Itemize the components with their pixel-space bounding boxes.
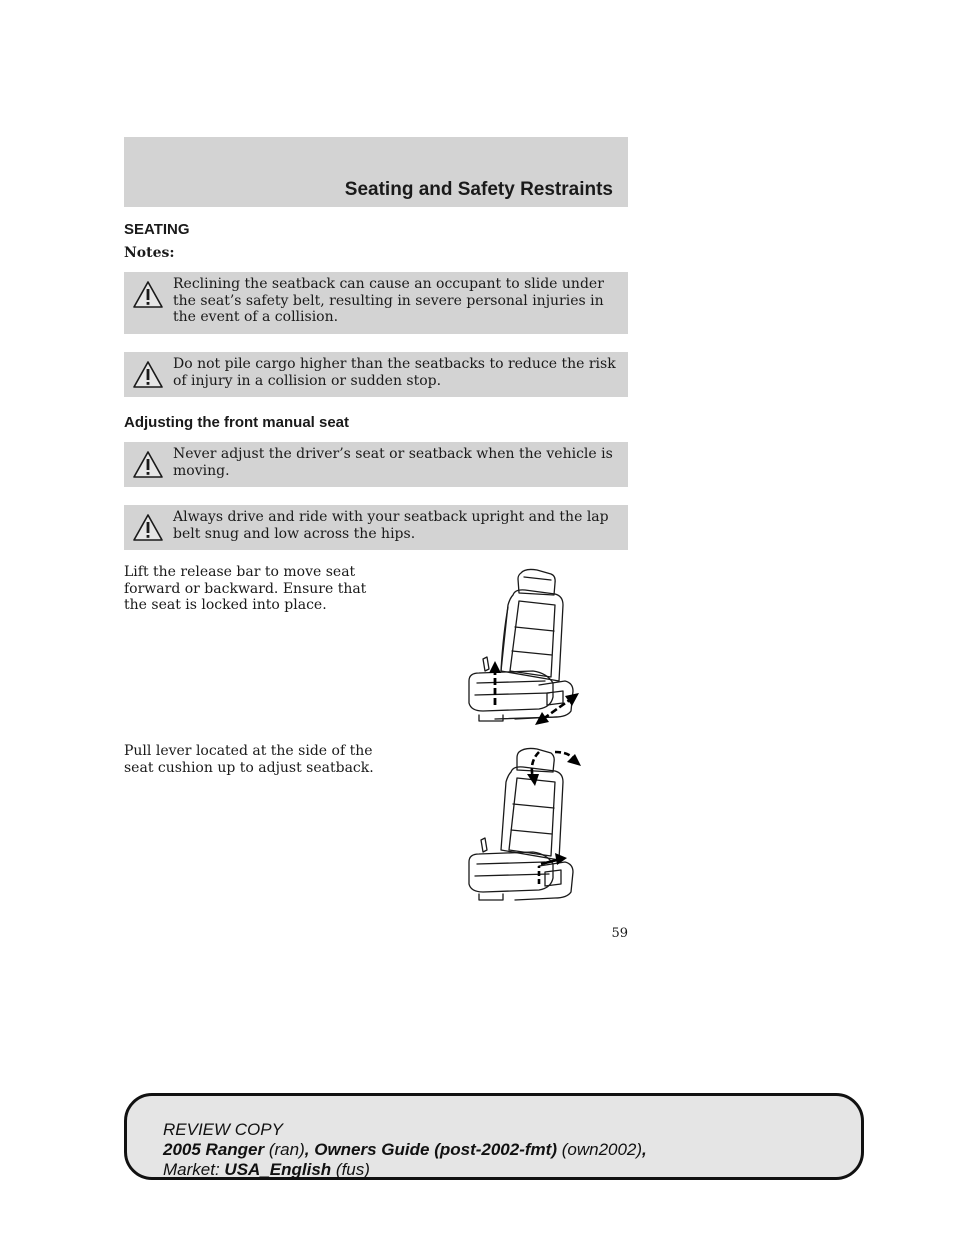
warning-box xyxy=(124,505,628,550)
warning-box xyxy=(124,272,628,334)
footer-separator: , xyxy=(304,1140,315,1159)
review-copy-label: REVIEW COPY xyxy=(163,1120,283,1139)
review-copy-footer xyxy=(124,1093,864,1180)
footer-text-block xyxy=(163,1120,647,1180)
page-number: 59 xyxy=(611,926,628,941)
footer-market-label: Market: xyxy=(163,1160,220,1179)
instruction-text: Lift the release bar to move seat forward or backward. Ensure that the seat is locked into place. xyxy=(124,564,367,613)
section-heading-adjusting: Adjusting the front manual seat xyxy=(124,414,350,431)
footer-guide: Owners Guide (post-2002-fmt) xyxy=(314,1140,557,1159)
warning-box xyxy=(124,442,628,487)
warning-text: Always drive and ride with your seatback upright and the lap belt snug and low across the hips. xyxy=(173,509,609,542)
instruction-text: Pull lever located at the side of the seat cushion up to adjust seatback. xyxy=(124,743,374,776)
seat-forward-backward-diagram xyxy=(455,565,590,735)
warning-triangle-icon xyxy=(132,280,164,310)
chapter-title: Seating and Safety Restraints xyxy=(344,179,613,200)
section-heading-seating: SEATING xyxy=(124,221,190,238)
warning-box xyxy=(124,352,628,397)
warning-triangle-icon xyxy=(132,450,164,480)
warning-text: Never adjust the driver’s seat or seatback when the vehicle is moving. xyxy=(173,446,613,479)
footer-model-line xyxy=(163,1140,647,1160)
footer-market: USA_English xyxy=(224,1160,332,1179)
notes-label: Notes: xyxy=(124,245,175,261)
footer-market-line xyxy=(163,1160,647,1180)
footer-model-code: (ran) xyxy=(268,1140,305,1159)
seatback-recline-diagram xyxy=(455,742,590,907)
warning-triangle-icon xyxy=(132,513,164,543)
footer-guide-code: (own2002) xyxy=(561,1140,643,1159)
chapter-header xyxy=(124,137,628,207)
footer-model: 2005 Ranger xyxy=(163,1140,265,1159)
warning-text: Do not pile cargo higher than the seatbacks to reduce the risk of injury in a collision or sudden stop. xyxy=(173,356,616,389)
warning-triangle-icon xyxy=(132,360,164,390)
footer-trailing-comma: , xyxy=(642,1140,647,1159)
footer-market-code: (fus) xyxy=(335,1160,370,1179)
warning-text: Reclining the seatback can cause an occupant to slide under the seat’s safety belt, resulting in severe personal injuries in the event of a collision. xyxy=(173,276,604,325)
